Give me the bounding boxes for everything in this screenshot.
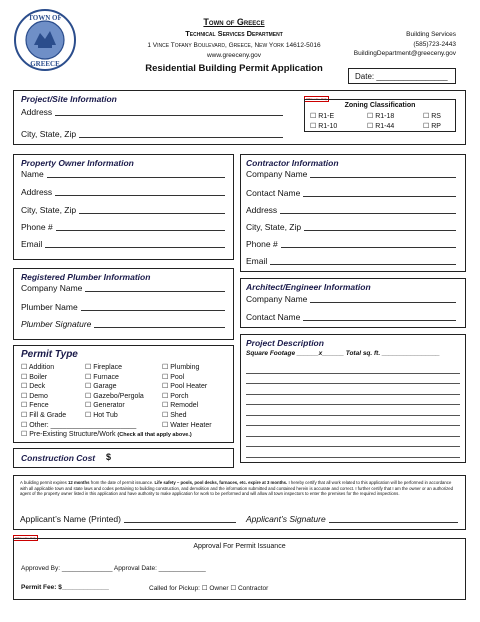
zoning-rs[interactable]: ☐ RS <box>423 113 441 120</box>
approved-by-field[interactable]: Approved By: ______________ Approval Date: _____________ <box>21 565 206 572</box>
contractor-address-field[interactable]: Address <box>246 205 456 215</box>
permit-option[interactable]: ☐ Fence <box>21 402 49 410</box>
department-name: Technical Services Department <box>185 29 283 38</box>
permit-fee-field[interactable]: Permit Fee: $_____________ <box>21 584 109 591</box>
seal-icon <box>14 9 76 71</box>
owner-phone-field[interactable]: Phone # <box>21 222 225 232</box>
permit-option[interactable]: ☐ Remodel <box>162 402 199 410</box>
permit-option[interactable]: ☐ Water Heater <box>162 421 212 429</box>
description-line[interactable] <box>246 416 460 427</box>
contractor-phone-field[interactable]: Phone # <box>246 239 456 249</box>
svg-text:TOWN OF: TOWN OF <box>28 14 62 22</box>
office-use-tag: Office Use Only <box>306 97 327 101</box>
contractor-section <box>240 154 466 272</box>
plumber-signature-field[interactable]: Plumber Signature <box>21 319 225 329</box>
project-city-field[interactable]: City, State, Zip <box>21 129 283 139</box>
zoning-r1e[interactable]: ☐ R1-E <box>310 113 335 120</box>
department-address: 1 Vince Tofany Boulevard, Greece, New York 14612-5016 <box>147 42 321 49</box>
town-name: Town of Greece <box>203 17 265 27</box>
description-lines[interactable] <box>246 363 460 458</box>
permit-preexisting[interactable]: ☐ Pre-Existing Structure/Work (Check all that apply above.) <box>21 431 192 438</box>
contractor-contact-field[interactable]: Contact Name <box>246 188 456 198</box>
owner-title: Property Owner Information <box>21 158 134 168</box>
plumber-title: Registered Plumber Information <box>21 272 151 282</box>
contractor-city-field[interactable]: City, State, Zip <box>246 222 456 232</box>
project-description-section <box>240 334 466 463</box>
zoning-r118[interactable]: ☐ R1-18 <box>367 113 395 120</box>
architect-contact-field[interactable]: Contact Name <box>246 312 456 322</box>
permit-option[interactable]: ☐ Furnace <box>85 373 119 381</box>
permit-option[interactable]: ☐ Boiler <box>21 373 48 381</box>
zoning-r110[interactable]: ☐ R1-10 <box>310 123 338 130</box>
square-footage-field[interactable]: Square Footage ______x______ Total sq. ft. ________________ <box>246 350 440 357</box>
permit-option[interactable]: ☐ Pool Heater <box>162 383 208 391</box>
dollar-sign: $ <box>106 452 112 462</box>
permit-option[interactable]: ☐ Gazebo/Pergola <box>85 392 144 400</box>
permit-type-title: Permit Type <box>21 349 78 360</box>
project-site-title: Project/Site Information <box>21 94 117 104</box>
date-box[interactable] <box>348 68 456 84</box>
owner-city-field[interactable]: City, State, Zip <box>21 205 225 215</box>
zoning-rp[interactable]: ☐ RP <box>423 123 441 130</box>
architect-company-field[interactable]: Company Name <box>246 294 456 304</box>
contractor-title: Contractor Information <box>246 158 339 168</box>
email-link[interactable]: BuildingDepartment@greeceny.gov <box>353 50 456 57</box>
permit-option[interactable]: ☐ Fireplace <box>85 364 123 371</box>
building-services: Building Services <box>406 31 456 38</box>
description-line[interactable] <box>246 447 460 458</box>
zoning-r144[interactable]: ☐ R1-44 <box>367 123 395 130</box>
owner-name-field[interactable]: Name <box>21 169 225 179</box>
description-line[interactable] <box>246 426 460 437</box>
date-label: Date: ________________ <box>355 72 448 81</box>
applicant-name-field[interactable]: Applicant’s Name (Printed) <box>20 514 236 524</box>
header-contact <box>354 30 456 59</box>
permit-option[interactable]: ☐ Garage <box>85 383 117 391</box>
contractor-email-field[interactable]: Email <box>246 256 456 266</box>
permit-option[interactable]: ☐ Plumbing <box>162 364 200 371</box>
construction-cost-section[interactable] <box>13 448 234 468</box>
plumber-section <box>13 268 234 340</box>
permit-option[interactable]: ☐ Demo <box>21 392 48 400</box>
owner-section <box>13 154 234 260</box>
description-line[interactable] <box>246 405 460 416</box>
permit-option[interactable]: ☐ Other: ______________________ <box>21 421 137 429</box>
permit-option[interactable]: ☐ Deck <box>21 383 46 391</box>
description-line[interactable] <box>246 437 460 448</box>
svg-text:GREECE: GREECE <box>30 60 60 68</box>
zoning-box <box>304 99 456 132</box>
permit-col-3 <box>162 363 212 430</box>
architect-title: Architect/Engineer Information <box>246 282 371 292</box>
certification-text: A building permit expires 12 months from the date of permit issuance. Life safety – pools, pool decks, furnaces, etc. expire at 3 months. I hereby certify that all work related to this application will be performed in accordance with all applicable town and state laws and codes pertaining to building construction, and demolition and the information submitted and contained herein is accurate and correct. I further certify that I am the owner or an authorized agent of the property owner listed in this application and have authority to make application for work to be performed and will allow all town inspectors to enter the premises for the required inspections. <box>20 480 454 497</box>
phone: (585)723-2443 <box>413 40 456 48</box>
permit-option[interactable]: ☐ Pool <box>162 373 185 381</box>
town-seal <box>14 9 76 71</box>
plumber-company-field[interactable]: Company Name <box>21 283 225 293</box>
permit-option[interactable]: ☐ Addition <box>21 364 55 371</box>
permit-option[interactable]: ☐ Generator <box>85 402 125 410</box>
permit-option[interactable]: ☐ Fill & Grade <box>21 411 67 419</box>
zoning-title: Zoning Classification <box>344 102 416 109</box>
project-site-section <box>13 90 466 145</box>
construction-cost-label: Construction Cost <box>21 453 96 463</box>
owner-address-field[interactable]: Address <box>21 187 225 197</box>
permit-option[interactable]: ☐ Shed <box>162 411 187 419</box>
description-line[interactable] <box>246 363 460 374</box>
project-address-field[interactable]: Address <box>21 107 283 117</box>
description-line[interactable] <box>246 384 460 395</box>
owner-email-field[interactable]: Email <box>21 239 225 249</box>
plumber-name-field[interactable]: Plumber Name <box>21 302 225 312</box>
applicant-signature-field[interactable]: Applicant’s Signature <box>246 514 458 524</box>
header-center <box>96 17 372 74</box>
description-line[interactable] <box>246 374 460 385</box>
permit-option[interactable]: ☐ Porch <box>162 392 189 400</box>
architect-section <box>240 278 466 328</box>
contractor-company-field[interactable]: Company Name <box>246 169 456 179</box>
website[interactable]: www.greeceny.gov <box>206 52 262 59</box>
approval-title: Approval For Permit Issuance <box>193 543 286 550</box>
form-title: Residential Building Permit Application <box>145 63 323 74</box>
permit-option[interactable]: ☐ Hot Tub <box>85 411 118 419</box>
pickup-field[interactable]: Called for Pickup: ☐ Owner ☐ Contractor <box>149 585 269 592</box>
permit-col-2 <box>85 363 144 421</box>
description-line[interactable] <box>246 395 460 406</box>
permit-type-section <box>13 345 234 443</box>
project-description-title: Project Description <box>246 338 324 348</box>
approval-section <box>13 538 466 600</box>
approval-office-use-tag: Office Use Only <box>15 536 36 540</box>
certification-section <box>13 475 466 530</box>
